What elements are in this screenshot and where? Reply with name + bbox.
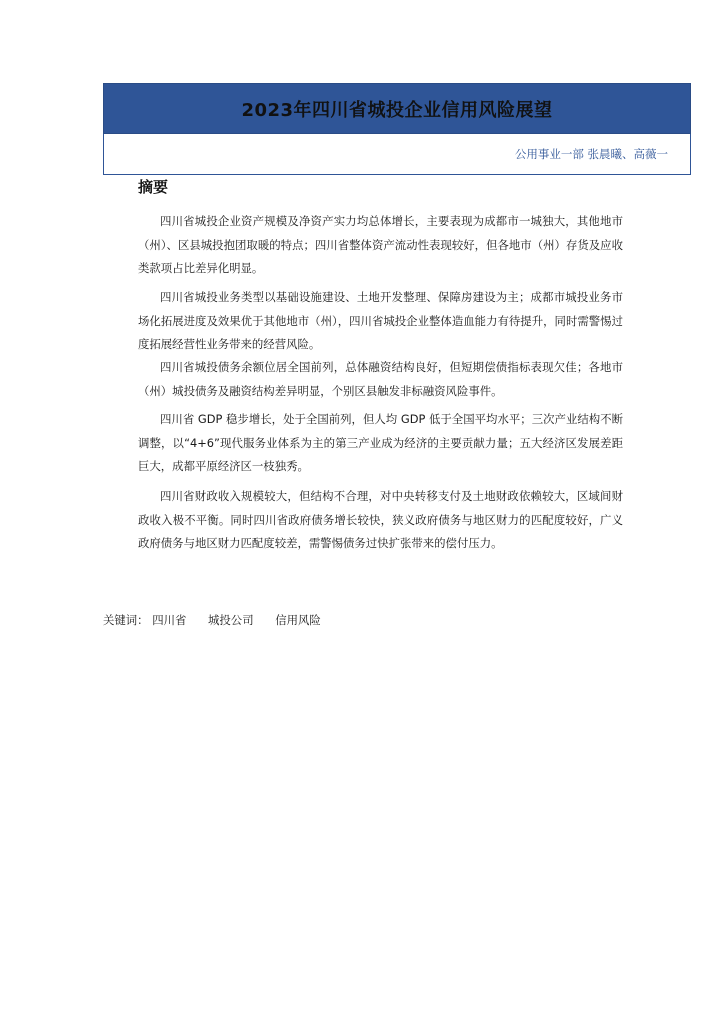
keywords-line [103, 612, 339, 628]
keyword-item: 信用风险 [275, 613, 321, 627]
abstract-paragraph: 四川省 GDP 稳步增长，处于全国前列，但人均 GDP 低于全国平均水平；三次产业结构不断调整，以“4+6”现代服务业体系为主的第三产业成为经济的主要贡献力量；五大经济区发展差距巨大，成都平原经济区一枝独秀。 [138, 412, 623, 473]
authors-line: 公用事业一部 张晨曦、高薇一 [514, 147, 668, 161]
keywords-label: 关键词： [103, 613, 149, 627]
abstract-paragraph: 四川省城投企业资产规模及净资产实力均总体增长，主要表现为成都市一城独大，其他地市（州）、区县城投抱团取暖的特点；四川省整体资产流动性表现较好，但各地市（州）存货及应收类款项占比差异化明显。 [138, 214, 623, 275]
document-title: 2023年四川省城投企业信用风险展望 [241, 99, 553, 121]
abstract-paragraph: 四川省城投债务余额位居全国前列，总体融资结构良好，但短期偿债指标表现欠佳；各地市（州）城投债务及融资结构差异明显，个别区县触发非标融资风险事件。 [138, 360, 623, 398]
abstract-paragraph: 四川省城投业务类型以基础设施建设、土地开发整理、保障房建设为主；成都市城投业务市场化拓展进度及效果优于其他地市（州），四川省城投企业整体造血能力有待提升，同时需警惕过度拓展经营性业务带来的经营风险。 [138, 290, 623, 351]
keyword-item: 四川省 [152, 613, 187, 627]
title-banner [103, 83, 691, 134]
abstract-heading: 摘要 [138, 178, 169, 196]
author-bar [103, 134, 691, 175]
keyword-item: 城投公司 [208, 613, 254, 627]
abstract-paragraph: 四川省财政收入规模较大，但结构不合理，对中央转移支付及土地财政依赖较大，区域间财政收入极不平衡。同时四川省政府债务增长较快，狭义政府债务与地区财力的匹配度较好，广义政府债务与地区财力匹配度较差，需警惕债务过快扩张带来的偿付压力。 [138, 489, 623, 550]
